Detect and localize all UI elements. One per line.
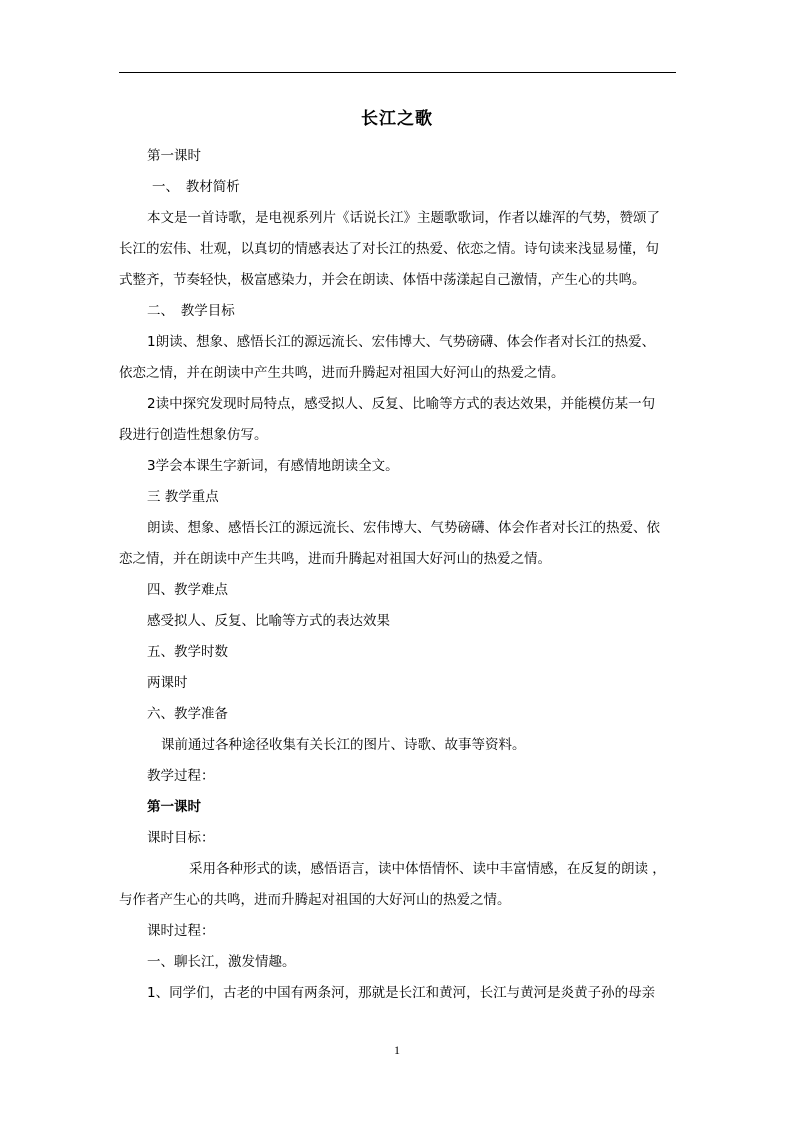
paragraph-line: 段进行创造性想象仿写。	[119, 427, 268, 443]
heading-class-hours: 五、教学时数	[147, 644, 228, 660]
heading-teaching-difficulty: 四、教学难点	[147, 582, 228, 598]
paragraph-line: 感受拟人、反复、比喻等方式的表达效果	[147, 613, 390, 629]
paragraph-line: 两课时	[147, 675, 188, 691]
paragraph-line: 3学会本课生字新词，有感情地朗读全文。	[147, 458, 399, 474]
heading-chat-about-yangtze: 一、聊长江，激发情趣。	[147, 954, 296, 970]
heading-lesson-objectives: 课时目标：	[147, 830, 215, 846]
heading-material-analysis: 一、 教材简析	[152, 179, 240, 195]
section-label-lesson-one: 第一课时	[147, 148, 201, 164]
paragraph-line: 2读中探究发现时局特点，感受拟人、反复、比喻等方式的表达效果，并能模仿某一句	[147, 396, 656, 412]
paragraph-line: 式整齐，节奏轻快，极富感染力，并会在朗读、体悟中荡漾起自己激情，产生心的共鸣。	[119, 272, 646, 288]
paragraph-line: 依恋之情，并在朗读中产生共鸣，进而升腾起对祖国大好河山的热爱之情。	[119, 365, 565, 381]
paragraph-line: 与作者产生心的共鸣，进而升腾起对祖国的大好河山的热爱之情。	[119, 892, 511, 908]
paragraph-line: 1、同学们，古老的中国有两条河，那就是长江和黄河，长江与黄河是炎黄子孙的母亲	[147, 985, 656, 1001]
heading-teaching-process: 教学过程：	[147, 768, 215, 784]
heading-lesson-process: 课时过程：	[147, 923, 215, 939]
heading-preparation: 六、教学准备	[147, 706, 228, 722]
document-title: 长江之歌	[361, 109, 433, 129]
heading-teaching-focus: 三 教学重点	[147, 489, 219, 505]
paragraph-line: 1朗读、想象、感悟长江的源远流长、宏伟博大、气势磅礴、体会作者对长江的热爱、	[147, 334, 656, 350]
paragraph-line: 本文是一首诗歌，是电视系列片《话说长江》主题歌歌词，作者以雄浑的气势，赞颂了	[147, 210, 660, 226]
heading-teaching-goals: 二、 教学目标	[147, 303, 235, 319]
paragraph-line: 采用各种形式的读，感悟语言，读中体悟情怀、读中丰富情感，在反复的朗读 ，	[189, 861, 666, 877]
paragraph-line: 课前通过各种途径收集有关长江的图片、诗歌、故事等资料。	[161, 737, 526, 753]
page-number: 1	[394, 1043, 400, 1057]
heading-first-lesson: 第一课时	[147, 799, 201, 815]
header-rule	[119, 72, 676, 73]
paragraph-line: 长江的宏伟、壮观，以真切的情感表达了对长江的热爱、依恋之情。诗句读来浅显易懂，句	[119, 241, 659, 257]
paragraph-line: 恋之情，并在朗读中产生共鸣，进而升腾起对祖国大好河山的热爱之情。	[119, 551, 551, 567]
paragraph-line: 朗读、想象、感悟长江的源远流长、宏伟博大、气势磅礴、体会作者对长江的热爱、依	[147, 520, 660, 536]
